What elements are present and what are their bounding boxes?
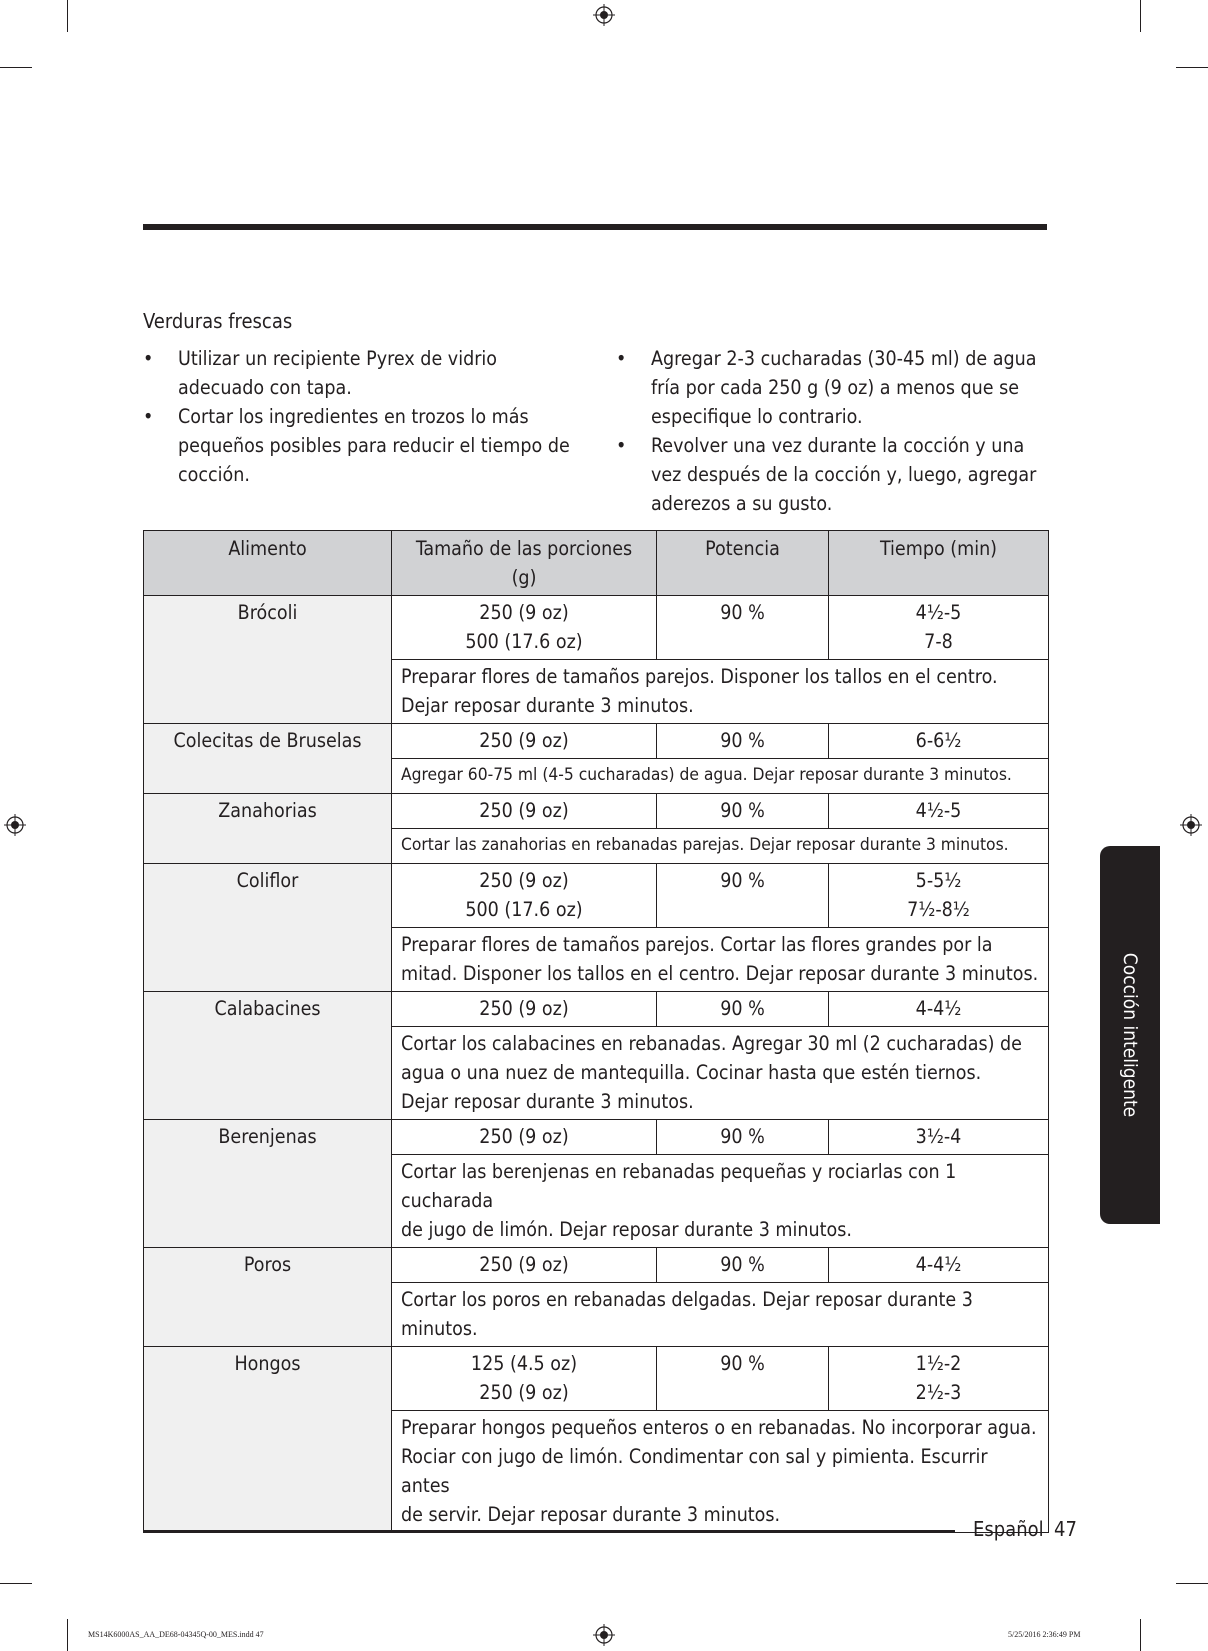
crop-mark <box>1140 0 1141 32</box>
time-value: 4½-5 <box>915 799 962 822</box>
crop-mark <box>1140 1619 1141 1651</box>
registration-mark-icon <box>593 4 615 26</box>
column-header-time: Tiempo (min) <box>829 531 1049 596</box>
note-line: Cortar los poros en rebanadas delgadas. Dejar reposar durante 3 minutos. <box>401 1288 973 1340</box>
power-cell: 90 % <box>657 1248 829 1283</box>
time-value: 6-6½ <box>915 729 962 752</box>
portion-value: 250 (9 oz) <box>479 799 569 822</box>
time-cell <box>829 596 1049 660</box>
food-cell: Berenjenas <box>144 1120 392 1248</box>
power-cell: 90 % <box>657 1120 829 1155</box>
instructions-list-right <box>616 344 1046 518</box>
note-cell <box>392 1155 1049 1248</box>
time-value: 2½-3 <box>915 1381 962 1404</box>
registration-mark-icon <box>4 814 26 836</box>
instruction-item: • Agregar 2-3 cucharadas (30-45 ml) de agua fría por cada 250 g (9 oz) a menos que se especifique lo contrario. <box>616 344 1046 431</box>
portion-cell <box>392 1347 657 1411</box>
note-line: Dejar reposar durante 3 minutos. <box>401 694 694 717</box>
portion-value: 250 (9 oz) <box>479 729 569 752</box>
portion-cell <box>392 724 657 759</box>
portion-value: 250 (9 oz) <box>479 997 569 1020</box>
food-cell: Coliflor <box>144 864 392 992</box>
note-line: Preparar flores de tamaños parejos. Disponer los tallos en el centro. <box>401 665 998 688</box>
table-row <box>144 794 1049 829</box>
chapter-side-tab <box>1100 846 1160 1224</box>
note-line: Rociar con jugo de limón. Condimentar con sal y pimienta. Escurrir antes <box>401 1445 988 1497</box>
time-cell <box>829 864 1049 928</box>
header-rule <box>143 224 1047 230</box>
portion-value: 250 (9 oz) <box>479 1125 569 1148</box>
time-cell <box>829 724 1049 759</box>
page-number: 47 <box>1054 1517 1077 1541</box>
crop-mark <box>1176 67 1208 68</box>
print-file-info: MS14K6000AS_AA_DE68-04345Q-00_MES.indd 47 <box>88 1630 264 1639</box>
time-value: 1½-2 <box>915 1352 962 1375</box>
food-cell: Brócoli <box>144 596 392 724</box>
portion-value: 250 (9 oz) <box>479 601 569 624</box>
power-cell: 90 % <box>657 864 829 928</box>
column-header-portions: Tamaño de las porciones (g) <box>392 531 657 596</box>
time-value: 5-5½ <box>915 869 962 892</box>
chapter-label: Cocción inteligente <box>1119 952 1141 1118</box>
footer-rule <box>143 1530 955 1532</box>
footer-language: Español <box>973 1517 1044 1541</box>
portion-value: 250 (9 oz) <box>479 869 569 892</box>
instruction-item: • Revolver una vez durante la cocción y una vez después de la cocción y, luego, agregar aderezos a su gusto. <box>616 431 1046 518</box>
time-value: 4-4½ <box>915 997 962 1020</box>
print-date-info: 5/25/2016 2:36:49 PM <box>1008 1630 1081 1639</box>
food-cell: Poros <box>144 1248 392 1347</box>
cooking-table <box>143 530 1049 1533</box>
column-header-power: Potencia <box>657 531 829 596</box>
registration-mark-icon <box>1180 814 1202 836</box>
portion-cell <box>392 1248 657 1283</box>
table-body <box>144 596 1049 1533</box>
note-line: Preparar flores de tamaños parejos. Cortar las flores grandes por la <box>401 933 993 956</box>
note-cell <box>392 759 1049 794</box>
section-title: Verduras frescas <box>143 309 293 333</box>
power-cell: 90 % <box>657 1347 829 1411</box>
registration-mark-icon <box>593 1624 615 1646</box>
note-line: Cortar los calabacines en rebanadas. Agregar 30 ml (2 cucharadas) de <box>401 1032 1022 1055</box>
note-line: Preparar hongos pequeños enteros o en rebanadas. No incorporar agua. <box>401 1416 1037 1439</box>
time-value: 7½-8½ <box>907 898 970 921</box>
crop-mark <box>67 1619 68 1651</box>
note-cell <box>392 928 1049 992</box>
instructions-list-left <box>143 344 583 489</box>
note-line: Dejar reposar durante 3 minutos. <box>401 1090 694 1113</box>
portion-cell <box>392 864 657 928</box>
instruction-item: • Utilizar un recipiente Pyrex de vidrio adecuado con tapa. <box>143 344 583 402</box>
crop-mark <box>67 0 68 32</box>
note-cell <box>392 829 1049 864</box>
note-cell <box>392 1027 1049 1120</box>
instruction-item: • Cortar los ingredientes en trozos lo más pequeños posibles para reducir el tiempo de cocción. <box>143 402 583 489</box>
time-cell <box>829 1120 1049 1155</box>
time-cell <box>829 794 1049 829</box>
note-line: Cortar las zanahorias en rebanadas parejas. Dejar reposar durante 3 minutos. <box>401 835 1009 855</box>
table-row <box>144 864 1049 928</box>
time-value: 4½-5 <box>915 601 962 624</box>
time-cell <box>829 1248 1049 1283</box>
time-cell <box>829 1347 1049 1411</box>
food-cell: Zanahorias <box>144 794 392 864</box>
note-line: Cortar las berenjenas en rebanadas pequeñas y rociarlas con 1 cucharada <box>401 1160 957 1212</box>
portion-cell <box>392 794 657 829</box>
portion-cell <box>392 1120 657 1155</box>
portion-value: 500 (17.6 oz) <box>465 898 583 921</box>
time-value: 4-4½ <box>915 1253 962 1276</box>
note-line: de servir. Dejar reposar durante 3 minutos. <box>401 1503 781 1526</box>
table-row <box>144 1248 1049 1283</box>
note-line: de jugo de limón. Dejar reposar durante 3 minutos. <box>401 1218 852 1241</box>
note-cell <box>392 660 1049 724</box>
food-cell: Hongos <box>144 1347 392 1533</box>
table-row <box>144 992 1049 1027</box>
portion-cell <box>392 992 657 1027</box>
note-line: Agregar 60-75 ml (4-5 cucharadas) de agua. Dejar reposar durante 3 minutos. <box>401 765 1012 785</box>
note-cell <box>392 1411 1049 1533</box>
column-header-food: Alimento <box>144 531 392 596</box>
food-cell: Colecitas de Bruselas <box>144 724 392 794</box>
time-cell <box>829 992 1049 1027</box>
table-row <box>144 1347 1049 1411</box>
crop-mark <box>0 67 32 68</box>
portion-value: 250 (9 oz) <box>479 1253 569 1276</box>
crop-mark <box>0 1583 32 1584</box>
table-row <box>144 724 1049 759</box>
crop-mark <box>1176 1583 1208 1584</box>
time-value: 3½-4 <box>915 1125 962 1148</box>
portion-value: 500 (17.6 oz) <box>465 630 583 653</box>
table-row <box>144 596 1049 660</box>
power-cell: 90 % <box>657 724 829 759</box>
table-header-row <box>144 531 1049 596</box>
food-cell: Calabacines <box>144 992 392 1120</box>
portion-cell <box>392 596 657 660</box>
note-line: agua o una nuez de mantequilla. Cocinar hasta que estén tiernos. <box>401 1061 982 1084</box>
portion-value: 125 (4.5 oz) <box>470 1352 578 1375</box>
table-row <box>144 1120 1049 1155</box>
power-cell: 90 % <box>657 992 829 1027</box>
power-cell: 90 % <box>657 596 829 660</box>
note-cell <box>392 1283 1049 1347</box>
note-line: mitad. Disponer los tallos en el centro. Dejar reposar durante 3 minutos. <box>401 962 1039 985</box>
portion-value: 250 (9 oz) <box>479 1381 569 1404</box>
time-value: 7-8 <box>924 630 953 653</box>
power-cell: 90 % <box>657 794 829 829</box>
